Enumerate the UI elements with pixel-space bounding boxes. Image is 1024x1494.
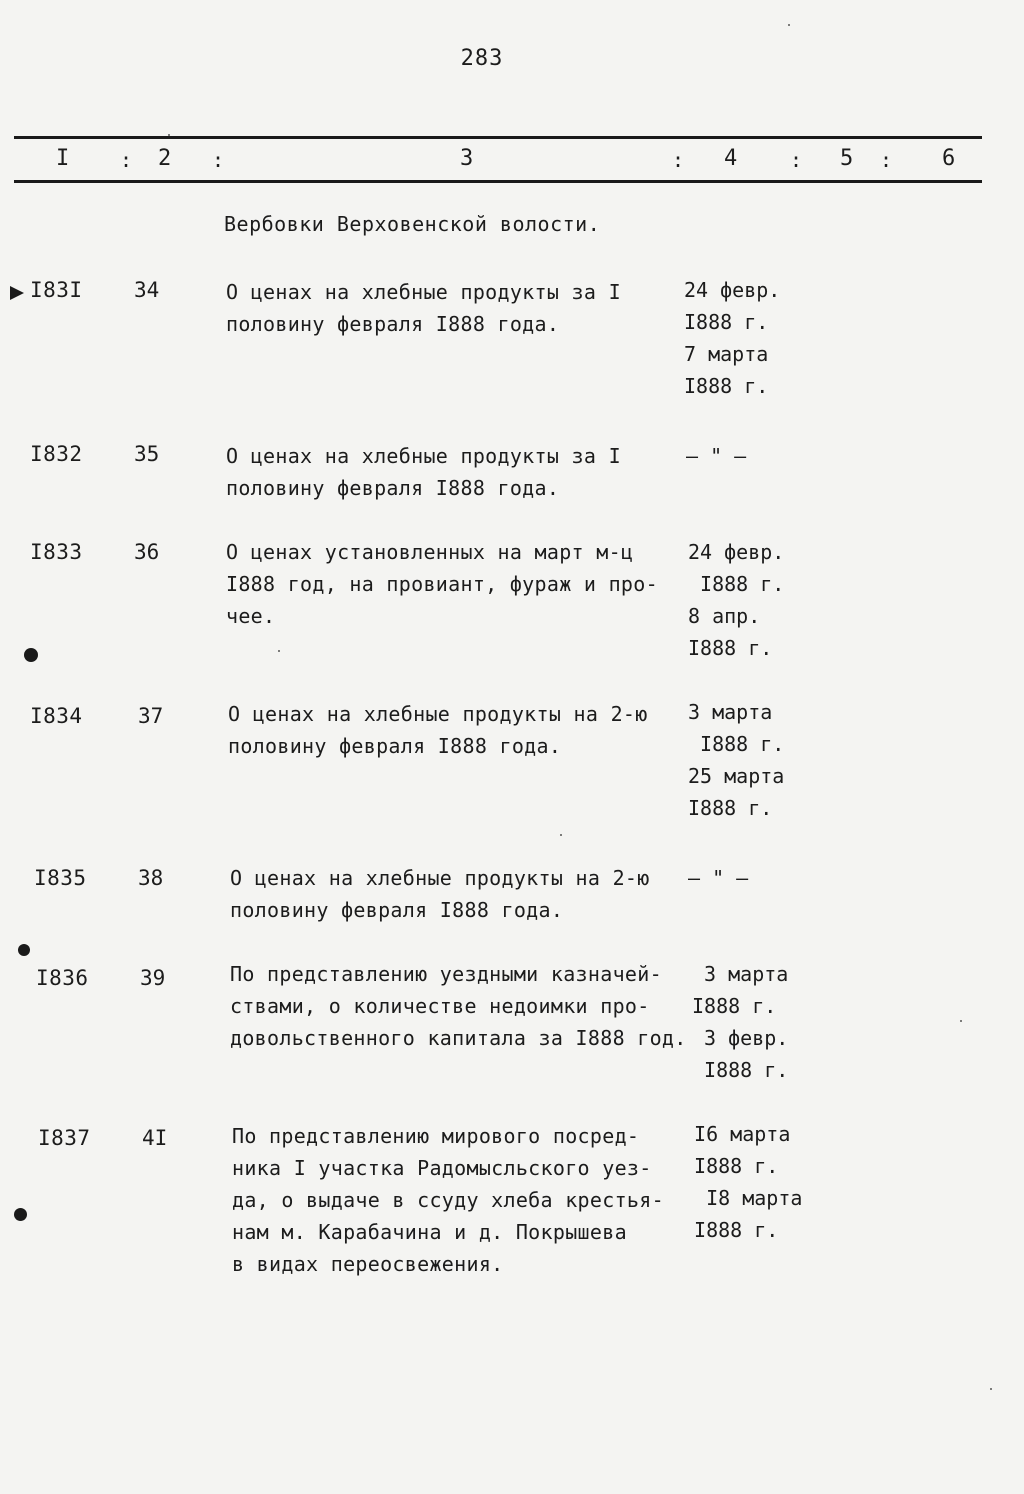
- entry-description: О ценах на хлебные продукты за I половину февраля I888 года.: [226, 444, 621, 500]
- entry-description: По представлению мирового посред- ника I участка Радомысльского уез- да, о выдаче в ссуду хлеба крестья- нам м. Карабачина и д. Покрышева в видах переосвежения.: [232, 1124, 664, 1276]
- entry-number: I83I: [30, 278, 83, 302]
- entry-dates: 3 марта I888 г. 3 февр. I888 г.: [692, 962, 789, 1082]
- entry-dates: I6 марта I888 г. I8 марта I888 г.: [694, 1122, 803, 1242]
- entry-number: I835: [34, 866, 87, 890]
- entry-dates: 3 марта I888 г. 25 марта I888 г.: [688, 700, 785, 820]
- entry-dates: 24 февр. I888 г. 7 марта I888 г.: [684, 278, 781, 398]
- entry-sheet: 38: [138, 866, 164, 890]
- entry-number: I834: [30, 704, 83, 728]
- scan-speck: [788, 24, 790, 26]
- entry-dates: – " –: [688, 866, 749, 890]
- entry-description: О ценах на хлебные продукты за I половину февраля I888 года.: [226, 280, 621, 336]
- entry-sheet: 35: [134, 442, 160, 466]
- header-separator: :: [212, 148, 225, 172]
- header-col-1: I: [56, 146, 70, 171]
- header-top-rule: [14, 136, 982, 139]
- entry-number: I837: [38, 1126, 91, 1150]
- entry-description: О ценах на хлебные продукты на 2-ю половину февраля I888 года.: [230, 866, 650, 922]
- section-heading: Вербовки Верховенской волости.: [224, 212, 601, 236]
- header-bottom-rule: [14, 180, 982, 183]
- entry-dates: – " –: [686, 444, 747, 468]
- margin-arrow-mark: [10, 286, 24, 300]
- entry-sheet: 34: [134, 278, 160, 302]
- scan-speck: [168, 134, 170, 136]
- entry-sheet: 39: [140, 966, 166, 990]
- scan-speck: [560, 834, 562, 836]
- header-col-6: 6: [942, 146, 956, 171]
- margin-ink-mark: [14, 1208, 27, 1221]
- entry-sheet: 4I: [142, 1126, 168, 1150]
- entry-number: I836: [36, 966, 89, 990]
- header-col-5: 5: [840, 146, 854, 171]
- margin-ink-mark: [18, 944, 30, 956]
- entry-description: По представлению уездными казначей- ствами, о количестве недоимки про- довольственного капитала за I888 год.: [230, 962, 687, 1050]
- scan-speck: [960, 1020, 962, 1022]
- header-separator: :: [672, 148, 685, 172]
- scan-speck: [278, 650, 280, 652]
- entry-description: О ценах на хлебные продукты на 2-ю половину февраля I888 года.: [228, 702, 648, 758]
- header-col-3: 3: [460, 146, 474, 171]
- entry-sheet: 37: [138, 704, 164, 728]
- header-separator: :: [120, 148, 133, 172]
- margin-ink-mark: [24, 648, 38, 662]
- header-col-4: 4: [724, 146, 738, 171]
- header-col-2: 2: [158, 146, 172, 171]
- header-separator: :: [880, 148, 893, 172]
- entry-dates: 24 февр. I888 г. 8 апр. I888 г.: [688, 540, 785, 660]
- entry-description: О ценах установленных на март м-ц I888 год, на провиант, фураж и про- чее.: [226, 540, 658, 628]
- scan-speck: [990, 1388, 992, 1390]
- entry-sheet: 36: [134, 540, 160, 564]
- header-separator: :: [790, 148, 803, 172]
- entry-number: I833: [30, 540, 83, 564]
- page-number: 283: [460, 46, 504, 71]
- entry-number: I832: [30, 442, 83, 466]
